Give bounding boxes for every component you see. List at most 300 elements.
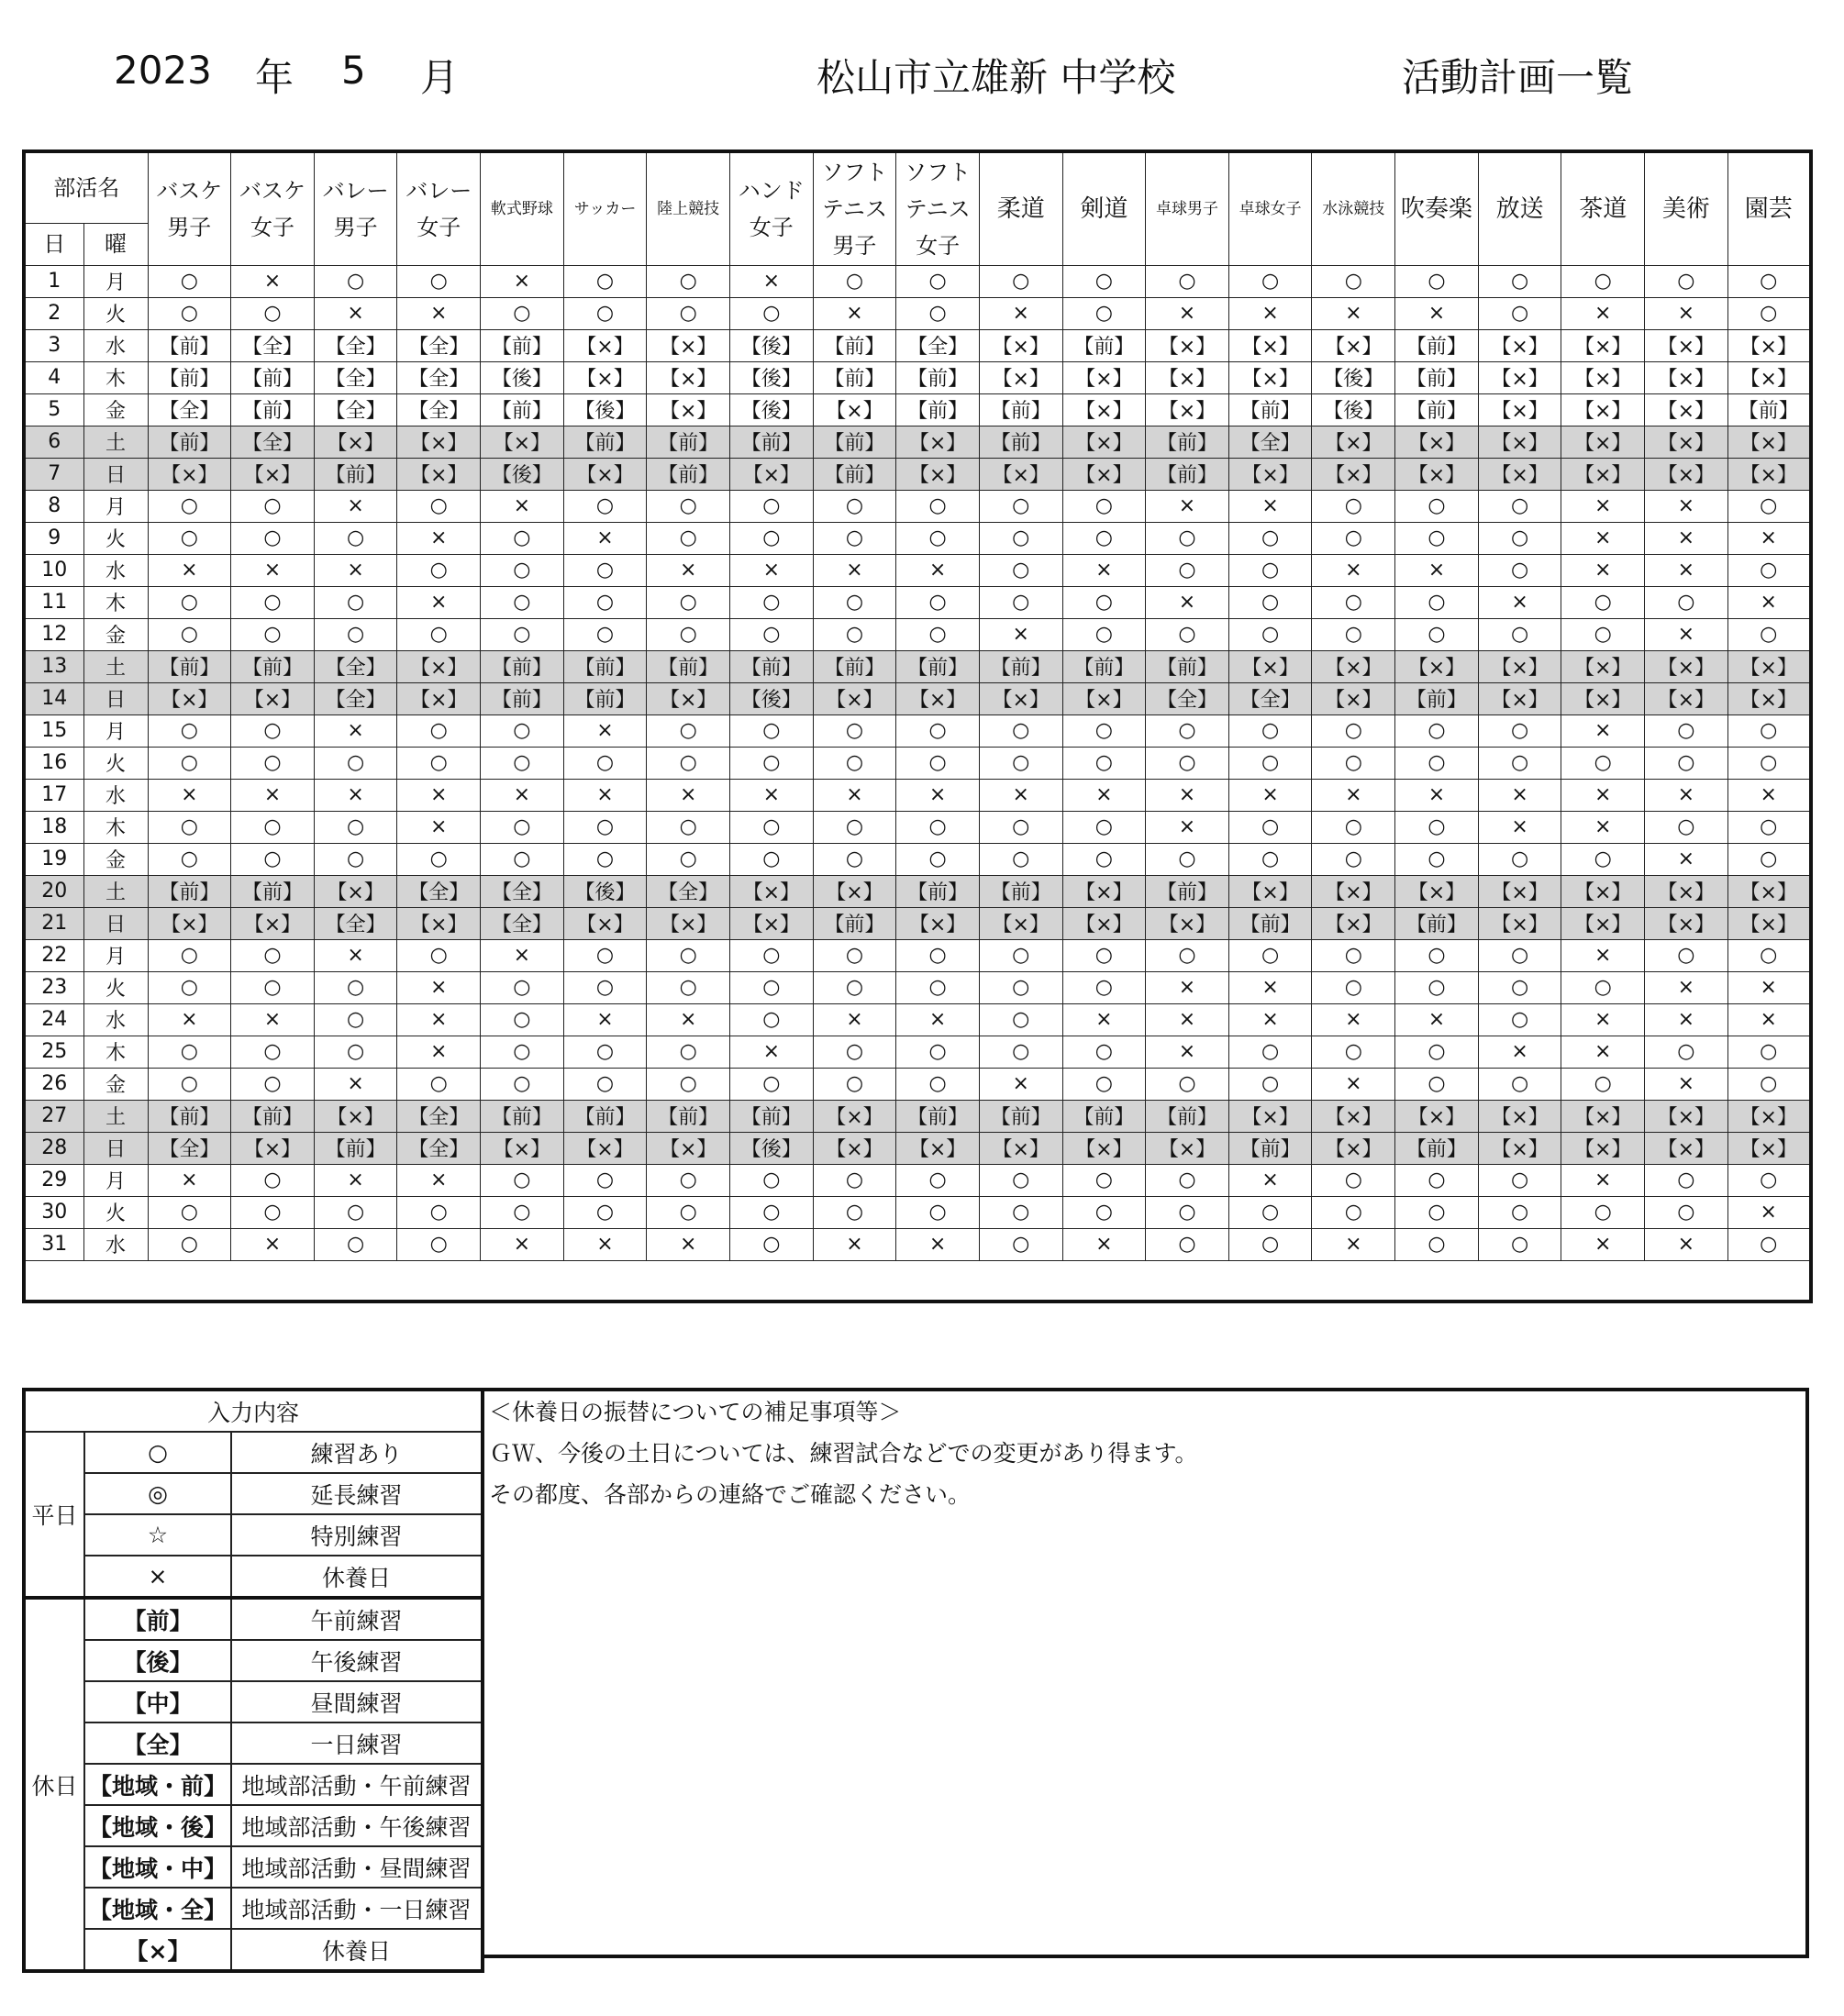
schedule-cell: 【全】 [896, 329, 980, 361]
schedule-cell: ○ [397, 265, 481, 297]
schedule-cell: ○ [1478, 554, 1561, 586]
day-row [24, 329, 1811, 361]
schedule-cell: × [481, 1228, 564, 1260]
schedule-cell: ○ [1228, 714, 1312, 747]
schedule-cell: × [729, 1036, 813, 1068]
schedule-cell: ○ [1727, 714, 1811, 747]
schedule-cell: ○ [314, 265, 397, 297]
schedule-cell: ○ [896, 586, 980, 618]
weekday: 木 [83, 811, 148, 843]
schedule-cell: 【×】 [1062, 426, 1146, 458]
schedule-cell: × [397, 522, 481, 554]
schedule-cell: 【前】 [1146, 458, 1229, 490]
schedule-cell: 【×】 [1062, 1132, 1146, 1164]
day-number: 13 [24, 650, 83, 682]
schedule-cell: ○ [1727, 939, 1811, 971]
schedule-cell: 【前】 [647, 458, 730, 490]
schedule-cell: ○ [979, 1164, 1062, 1196]
schedule-cell: 【×】 [1727, 682, 1811, 714]
schedule-cell: × [1228, 971, 1312, 1003]
schedule-cell: ○ [813, 811, 896, 843]
weekday: 日 [83, 1132, 148, 1164]
schedule-cell: × [1395, 297, 1479, 329]
schedule-cell: ○ [1478, 265, 1561, 297]
schedule-cell: ○ [1395, 811, 1479, 843]
schedule-cell: ○ [729, 811, 813, 843]
weekday: 火 [83, 747, 148, 779]
schedule-cell: × [1645, 971, 1728, 1003]
day-number: 15 [24, 714, 83, 747]
schedule-cell: 【全】 [397, 875, 481, 907]
schedule-cell: × [1561, 1228, 1645, 1260]
schedule-cell: × [481, 779, 564, 811]
schedule-cell: ○ [979, 747, 1062, 779]
schedule-cell: 【×】 [1478, 1132, 1561, 1164]
schedule-cell: 【×】 [1561, 458, 1645, 490]
club-header [1395, 151, 1479, 265]
schedule-cell: × [397, 586, 481, 618]
schedule-cell: 【×】 [896, 682, 980, 714]
schedule-cell: 【×】 [1478, 361, 1561, 393]
schedule-cell: ○ [729, 297, 813, 329]
schedule-cell: 【前】 [896, 393, 980, 426]
schedule-cell: ○ [729, 586, 813, 618]
schedule-cell: 【前】 [647, 650, 730, 682]
schedule-cell: ○ [1062, 618, 1146, 650]
schedule-cell: ○ [1395, 618, 1479, 650]
schedule-cell: ○ [148, 586, 231, 618]
schedule-cell: 【前】 [1228, 1132, 1312, 1164]
schedule-cell: ○ [1146, 1068, 1229, 1100]
schedule-cell: 【×】 [896, 426, 980, 458]
schedule-cell: × [397, 1036, 481, 1068]
weekday: 金 [83, 1068, 148, 1100]
notes-heading: ＜休養日の振替についての補足事項等＞ [489, 1399, 902, 1425]
schedule-cell: ○ [1478, 1068, 1561, 1100]
schedule-cell: ○ [896, 811, 980, 843]
schedule-cell: 【前】 [896, 650, 980, 682]
schedule-cell: ○ [1312, 939, 1395, 971]
club-header-line: バスケ [156, 177, 223, 204]
schedule-cell: 【前】 [729, 1100, 813, 1132]
schedule-cell: 【全】 [314, 329, 397, 361]
schedule-cell: 【×】 [813, 1100, 896, 1132]
schedule-cell: ○ [1228, 1228, 1312, 1260]
schedule-cell: 【前】 [563, 1100, 647, 1132]
schedule-cell: ○ [1228, 1036, 1312, 1068]
club-header-line: 男子 [832, 232, 877, 259]
schedule-cell: 【後】 [729, 361, 813, 393]
schedule-cell: 【前】 [148, 650, 231, 682]
schedule-cell: 【×】 [1727, 329, 1811, 361]
schedule-cell: × [896, 1003, 980, 1036]
schedule-cell: ○ [397, 1228, 481, 1260]
schedule-cell: × [1478, 779, 1561, 811]
schedule-cell: 【×】 [1645, 361, 1728, 393]
schedule-body [24, 265, 1811, 1260]
schedule-cell: ○ [1645, 586, 1728, 618]
schedule-cell: 【後】 [1312, 361, 1395, 393]
schedule-cell: 【前】 [563, 650, 647, 682]
schedule-cell: 【前】 [148, 329, 231, 361]
schedule-cell: ○ [481, 1196, 564, 1228]
schedule-cell: 【前】 [148, 875, 231, 907]
club-header-line: ソフト [905, 159, 972, 185]
schedule-cell: × [1561, 1003, 1645, 1036]
schedule-cell: 【×】 [1395, 426, 1479, 458]
weekday-column-header: 曜 [83, 223, 148, 265]
schedule-cell: 【×】 [1312, 426, 1395, 458]
day-number: 28 [24, 1132, 83, 1164]
day-column-header: 日 [24, 223, 83, 265]
schedule-cell: × [979, 1068, 1062, 1100]
schedule-cell: 【後】 [481, 361, 564, 393]
schedule-cell: × [1146, 490, 1229, 522]
schedule-cell: × [1645, 490, 1728, 522]
schedule-cell: × [481, 939, 564, 971]
schedule-cell: ○ [1561, 1196, 1645, 1228]
schedule-cell: ○ [1645, 1164, 1728, 1196]
schedule-cell: ○ [563, 843, 647, 875]
schedule-cell: 【×】 [1228, 361, 1312, 393]
schedule-cell: ○ [647, 843, 730, 875]
schedule-cell: 【前】 [979, 1100, 1062, 1132]
day-number: 24 [24, 1003, 83, 1036]
schedule-cell: ○ [729, 618, 813, 650]
schedule-cell: ○ [647, 586, 730, 618]
schedule-cell: 【前】 [813, 650, 896, 682]
schedule-cell: 【前】 [1146, 426, 1229, 458]
schedule-cell: 【×】 [979, 1132, 1062, 1164]
schedule-cell: 【全】 [397, 329, 481, 361]
schedule-cell: ○ [563, 297, 647, 329]
schedule-cell: 【前】 [729, 426, 813, 458]
schedule-cell: ○ [979, 811, 1062, 843]
schedule-cell: ○ [1062, 586, 1146, 618]
schedule-cell: ○ [1312, 714, 1395, 747]
schedule-cell: ○ [647, 1164, 730, 1196]
day-row [24, 554, 1811, 586]
schedule-cell: 【×】 [1645, 682, 1728, 714]
schedule-cell: 【後】 [1312, 393, 1395, 426]
schedule-cell: 【前】 [231, 1100, 315, 1132]
day-number: 10 [24, 554, 83, 586]
schedule-cell: × [563, 1228, 647, 1260]
club-header [1228, 151, 1312, 265]
legend-description: 地域部活動・午後練習 [231, 1805, 483, 1846]
schedule-cell: 【後】 [729, 329, 813, 361]
schedule-cell: ○ [1645, 265, 1728, 297]
schedule-cell: ○ [813, 265, 896, 297]
schedule-cell: 【×】 [563, 458, 647, 490]
schedule-cell: × [1478, 1036, 1561, 1068]
schedule-cell: ○ [1561, 1068, 1645, 1100]
schedule-cell: × [148, 1003, 231, 1036]
schedule-cell: 【×】 [397, 458, 481, 490]
schedule-cell: ○ [397, 747, 481, 779]
weekday: 水 [83, 779, 148, 811]
schedule-cell: 【前】 [481, 329, 564, 361]
schedule-cell: 【×】 [1561, 393, 1645, 426]
schedule-cell: ○ [1228, 554, 1312, 586]
schedule-cell: ○ [813, 971, 896, 1003]
schedule-cell: ○ [729, 747, 813, 779]
day-number: 25 [24, 1036, 83, 1068]
weekday: 月 [83, 1164, 148, 1196]
weekday: 木 [83, 361, 148, 393]
schedule-cell: ○ [1062, 971, 1146, 1003]
schedule-cell: 【×】 [647, 907, 730, 939]
club-header-line: 柔道 [996, 194, 1045, 223]
schedule-cell: ○ [563, 265, 647, 297]
weekday: 金 [83, 843, 148, 875]
schedule-cell: × [1645, 1003, 1728, 1036]
schedule-cell: 【×】 [1228, 329, 1312, 361]
day-row [24, 843, 1811, 875]
schedule-cell: ○ [1478, 843, 1561, 875]
weekday: 水 [83, 554, 148, 586]
schedule-cell: ○ [729, 490, 813, 522]
schedule-cell: ○ [896, 297, 980, 329]
schedule-cell: × [1561, 522, 1645, 554]
weekday: 月 [83, 939, 148, 971]
day-row [24, 875, 1811, 907]
month-unit: 月 [420, 55, 460, 100]
legend-description: 地域部活動・昼間練習 [231, 1846, 483, 1888]
schedule-cell: × [231, 265, 315, 297]
schedule-cell: ○ [148, 939, 231, 971]
schedule-cell: ○ [647, 1036, 730, 1068]
schedule-cell: ○ [647, 1068, 730, 1100]
legend-mark: × [84, 1556, 231, 1598]
schedule-cell: ○ [1395, 1196, 1479, 1228]
schedule-cell: ○ [813, 490, 896, 522]
schedule-cell: 【×】 [1312, 907, 1395, 939]
schedule-cell: ○ [896, 265, 980, 297]
schedule-cell: ○ [1062, 747, 1146, 779]
schedule-cell: ○ [481, 618, 564, 650]
weekday: 火 [83, 971, 148, 1003]
schedule-cell: 【×】 [1395, 650, 1479, 682]
schedule-cell: 【×】 [1561, 875, 1645, 907]
schedule-cell: ○ [1312, 522, 1395, 554]
day-row [24, 1100, 1811, 1132]
schedule-cell: ○ [314, 522, 397, 554]
schedule-cell: 【×】 [1312, 875, 1395, 907]
schedule-cell: ○ [1228, 747, 1312, 779]
schedule-cell: ○ [813, 1164, 896, 1196]
schedule-cell: 【×】 [729, 458, 813, 490]
schedule-cell: 【×】 [729, 907, 813, 939]
notes-line: ＧＷ、今後の土日については、練習試合などでの変更があり得ます。 [489, 1440, 1198, 1467]
schedule-cell: 【×】 [1561, 1100, 1645, 1132]
schedule-cell: 【×】 [231, 907, 315, 939]
day-row [24, 1132, 1811, 1164]
schedule-cell: ○ [397, 1196, 481, 1228]
schedule-cell: ○ [231, 586, 315, 618]
club-header-line: 美術 [1661, 194, 1710, 223]
schedule-cell: ○ [563, 1036, 647, 1068]
schedule-cell: × [1395, 1003, 1479, 1036]
schedule-cell: 【全】 [231, 329, 315, 361]
schedule-cell: 【×】 [1561, 907, 1645, 939]
schedule-cell: × [397, 1003, 481, 1036]
schedule-cell: 【後】 [563, 393, 647, 426]
year-unit: 年 [255, 55, 294, 100]
schedule-cell: ○ [647, 618, 730, 650]
schedule-cell: 【前】 [314, 1132, 397, 1164]
schedule-cell: 【×】 [1645, 907, 1728, 939]
schedule-cell: ○ [563, 1196, 647, 1228]
day-number: 22 [24, 939, 83, 971]
schedule-cell: ○ [1062, 843, 1146, 875]
schedule-cell: ○ [1146, 522, 1229, 554]
schedule-cell: 【後】 [563, 875, 647, 907]
club-header-line: 水泳競技 [1322, 199, 1385, 218]
schedule-cell: ○ [563, 586, 647, 618]
schedule-cell: ○ [729, 1164, 813, 1196]
schedule-cell: ○ [729, 1196, 813, 1228]
club-header-line: 茶道 [1579, 194, 1627, 223]
schedule-cell: 【×】 [1645, 875, 1728, 907]
schedule-cell: 【前】 [1062, 650, 1146, 682]
day-row [24, 650, 1811, 682]
schedule-cell: 【前】 [481, 1100, 564, 1132]
schedule-cell: × [1561, 811, 1645, 843]
day-row [24, 393, 1811, 426]
schedule-cell: ○ [148, 522, 231, 554]
club-header [231, 151, 315, 265]
schedule-cell: 【×】 [647, 361, 730, 393]
club-header-line: 男子 [167, 214, 212, 240]
schedule-cell: ○ [1645, 1036, 1728, 1068]
schedule-cell: 【×】 [1727, 426, 1811, 458]
legend-description: 一日練習 [231, 1722, 483, 1764]
weekday: 月 [83, 714, 148, 747]
schedule-cell: ○ [148, 714, 231, 747]
schedule-cell: ○ [148, 747, 231, 779]
weekday: 火 [83, 522, 148, 554]
schedule-cell: ○ [1146, 265, 1229, 297]
schedule-cell: 【×】 [1228, 650, 1312, 682]
schedule-cell: × [1478, 586, 1561, 618]
club-header-line: 放送 [1495, 194, 1544, 223]
schedule-cell: 【×】 [896, 458, 980, 490]
schedule-cell: × [1395, 554, 1479, 586]
schedule-cell: ○ [231, 1164, 315, 1196]
schedule-cell: 【前】 [1228, 907, 1312, 939]
club-header-line: 男子 [333, 214, 378, 240]
schedule-cell: 【×】 [148, 682, 231, 714]
legend-mark: ☆ [84, 1514, 231, 1556]
schedule-cell: ○ [729, 971, 813, 1003]
day-number: 18 [24, 811, 83, 843]
schedule-cell: ○ [231, 714, 315, 747]
day-row [24, 1036, 1811, 1068]
schedule-cell: ○ [481, 586, 564, 618]
day-row [24, 1164, 1811, 1196]
legend-description: 午前練習 [231, 1598, 483, 1640]
schedule-cell: ○ [1146, 1228, 1229, 1260]
weekday: 水 [83, 1003, 148, 1036]
day-row [24, 1003, 1811, 1036]
day-row [24, 1228, 1811, 1260]
schedule-cell: ○ [481, 1003, 564, 1036]
schedule-cell: ○ [1312, 1164, 1395, 1196]
schedule-cell: ○ [979, 714, 1062, 747]
legend-table [22, 1388, 484, 1973]
schedule-cell: ○ [148, 843, 231, 875]
schedule-cell: ○ [813, 586, 896, 618]
schedule-cell: ○ [314, 747, 397, 779]
schedule-cell: ○ [1146, 1164, 1229, 1196]
schedule-cell: 【前】 [813, 361, 896, 393]
schedule-cell: ○ [729, 714, 813, 747]
schedule-cell: 【×】 [647, 1132, 730, 1164]
schedule-cell: ○ [1062, 1068, 1146, 1100]
club-header [1645, 151, 1728, 265]
schedule-cell: ○ [647, 939, 730, 971]
club-header-line: 女子 [916, 232, 961, 259]
day-number: 5 [24, 393, 83, 426]
day-number: 4 [24, 361, 83, 393]
schedule-cell: ○ [481, 843, 564, 875]
schedule-cell: 【×】 [1561, 682, 1645, 714]
club-header [1478, 151, 1561, 265]
schedule-cell: ○ [1727, 1068, 1811, 1100]
schedule-cell: ○ [1228, 843, 1312, 875]
club-header [647, 151, 730, 265]
schedule-cell: × [1645, 779, 1728, 811]
schedule-cell: ○ [1228, 811, 1312, 843]
schedule-cell: ○ [1312, 971, 1395, 1003]
schedule-cell: 【×】 [979, 682, 1062, 714]
club-header-line: バスケ [239, 177, 305, 204]
schedule-cell: × [1062, 1228, 1146, 1260]
schedule-cell: 【×】 [1312, 329, 1395, 361]
schedule-cell: ○ [1312, 618, 1395, 650]
schedule-cell: × [314, 490, 397, 522]
schedule-cell: ○ [1395, 1228, 1479, 1260]
schedule-cell: 【×】 [397, 426, 481, 458]
schedule-cell: ○ [1645, 1196, 1728, 1228]
schedule-cell: ○ [1478, 297, 1561, 329]
schedule-cell: ○ [397, 618, 481, 650]
schedule-cell: ○ [563, 618, 647, 650]
day-row [24, 682, 1811, 714]
schedule-cell: ○ [729, 843, 813, 875]
schedule-cell: ○ [1478, 747, 1561, 779]
schedule-cell: 【×】 [1478, 875, 1561, 907]
schedule-cell: 【前】 [1395, 907, 1479, 939]
schedule-cell: 【×】 [1146, 907, 1229, 939]
legend-description: 地域部活動・一日練習 [231, 1888, 483, 1929]
legend-description: 休養日 [231, 1556, 483, 1598]
legend-mark: 【×】 [84, 1929, 231, 1971]
schedule-cell: 【×】 [1228, 1100, 1312, 1132]
schedule-cell: 【前】 [563, 682, 647, 714]
club-header [979, 151, 1062, 265]
club-header-line: 吹奏楽 [1400, 194, 1472, 223]
schedule-cell: 【×】 [1478, 426, 1561, 458]
club-header-line: バレー [322, 177, 389, 204]
legend-mark: 【地域・中】 [84, 1846, 231, 1888]
schedule-cell: ○ [231, 843, 315, 875]
schedule-cell: 【前】 [563, 426, 647, 458]
weekday: 火 [83, 1196, 148, 1228]
schedule-cell: ○ [148, 1068, 231, 1100]
schedule-cell: 【×】 [397, 650, 481, 682]
